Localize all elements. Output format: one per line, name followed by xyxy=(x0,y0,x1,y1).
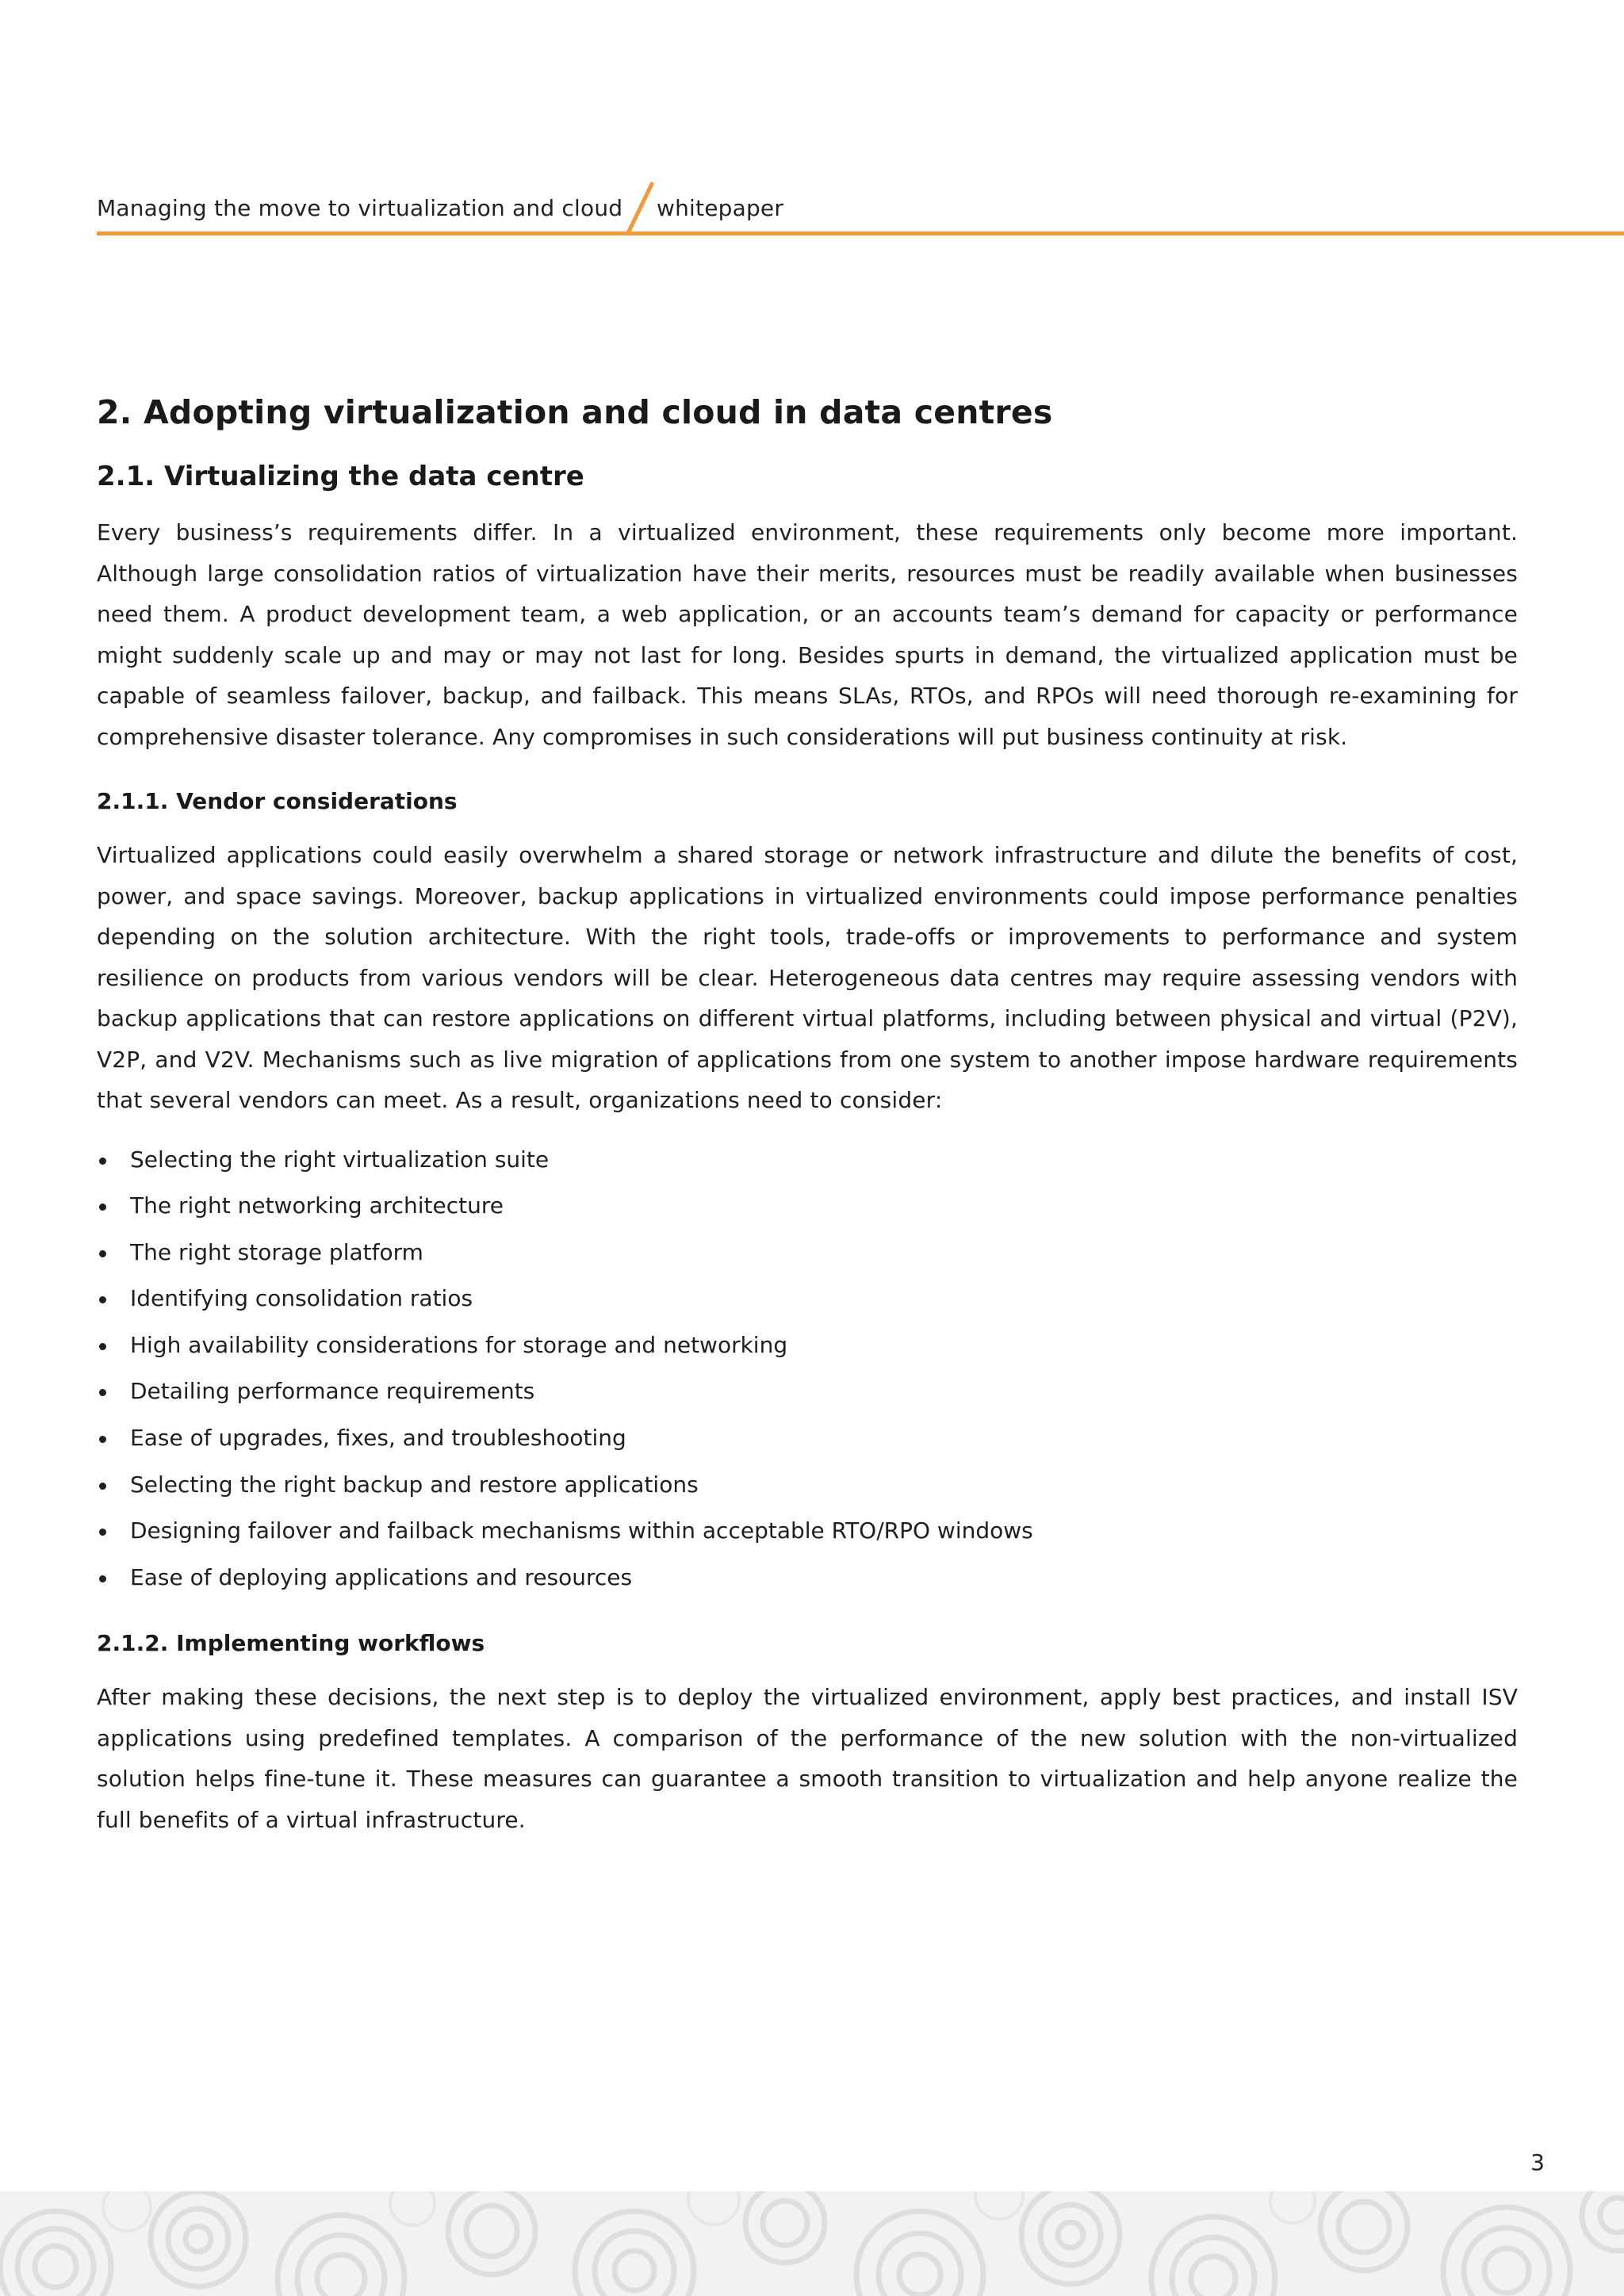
considerations-list xyxy=(97,1137,1518,1601)
list-item: Ease of upgrades, fixes, and troubleshooting xyxy=(97,1415,1518,1462)
header-rule xyxy=(97,232,1624,235)
implementing-workflows-heading: 2.1.2. Implementing workflows xyxy=(97,1630,485,1657)
list-item: Designing failover and failback mechanisms within acceptable RTO/RPO windows xyxy=(97,1508,1518,1555)
vendor-considerations-heading: 2.1.1. Vendor considerations xyxy=(97,788,458,814)
list-item: High availability considerations for storage and networking xyxy=(97,1322,1518,1369)
list-item: Detailing performance requirements xyxy=(97,1368,1518,1415)
list-item: Ease of deploying applications and resources xyxy=(97,1555,1518,1601)
list-item: The right storage platform xyxy=(97,1230,1518,1276)
subsection-title: 2.1. Virtualizing the data centre xyxy=(97,461,584,492)
subsection-paragraph: Every business’s requirements differ. In a virtualized environment, these requirements only become more important. Although large consolidation ratios of virtualization have their merits, resources must be readily available when businesses need them. A product development team, a web application, or an accounts team’s demand for capacity or performance might suddenly scale up and may or may not last for long. Besides spurts in demand, the virtualized application must be capable of seamless failover, backup, and failback. This means SLAs, RTOs, and RPOs will need thorough re-examining for comprehensive disaster tolerance. Any compromises in such considerations will put business continuity at risk. xyxy=(97,519,1518,750)
header-doc-type: whitepaper xyxy=(657,195,784,221)
page-number: 3 xyxy=(1530,2149,1545,2175)
header-slash-divider xyxy=(620,181,660,236)
section-title: 2. Adopting virtualization and cloud in data centres xyxy=(97,393,1053,431)
implementing-workflows-paragraph: After making these decisions, the next step is to deploy the virtualized environment, apply best practices, and install ISV applications using predefined templates. A comparison of the performance of the new solution with the non-virtualized solution helps fine-tune it. These measures can guarantee a smooth transition to virtualization and help anyone realize the full benefits of a virtual infrastructure. xyxy=(97,1684,1518,1833)
footer-decorative-pattern xyxy=(0,2191,1624,2296)
list-item: Selecting the right virtualization suite xyxy=(97,1137,1518,1184)
list-item: Identifying consolidation ratios xyxy=(97,1276,1518,1322)
list-item: The right networking architecture xyxy=(97,1183,1518,1230)
vendor-considerations-paragraph: Virtualized applications could easily overwhelm a shared storage or network infrastructure and dilute the benefits of cost, power, and space savings. Moreover, backup applications in virtualized environments could impose performance penalties depending on the solution architecture. With the right tools, trade-offs or improvements to performance and system resilience on products from various vendors will be clear. Heterogeneous data centres may require assessing vendors with backup applications that can restore applications on different virtual platforms, including between physical and virtual (P2V), V2P, and V2V. Mechanisms such as live migration of applications from one system to another impose hardware requirements that several vendors can meet. As a result, organizations need to consider: xyxy=(97,842,1518,1113)
header-title: Managing the move to virtualization and cloud xyxy=(97,195,623,221)
list-item: Selecting the right backup and restore applications xyxy=(97,1462,1518,1509)
main-content xyxy=(97,390,1518,1840)
page-header xyxy=(97,187,1624,236)
